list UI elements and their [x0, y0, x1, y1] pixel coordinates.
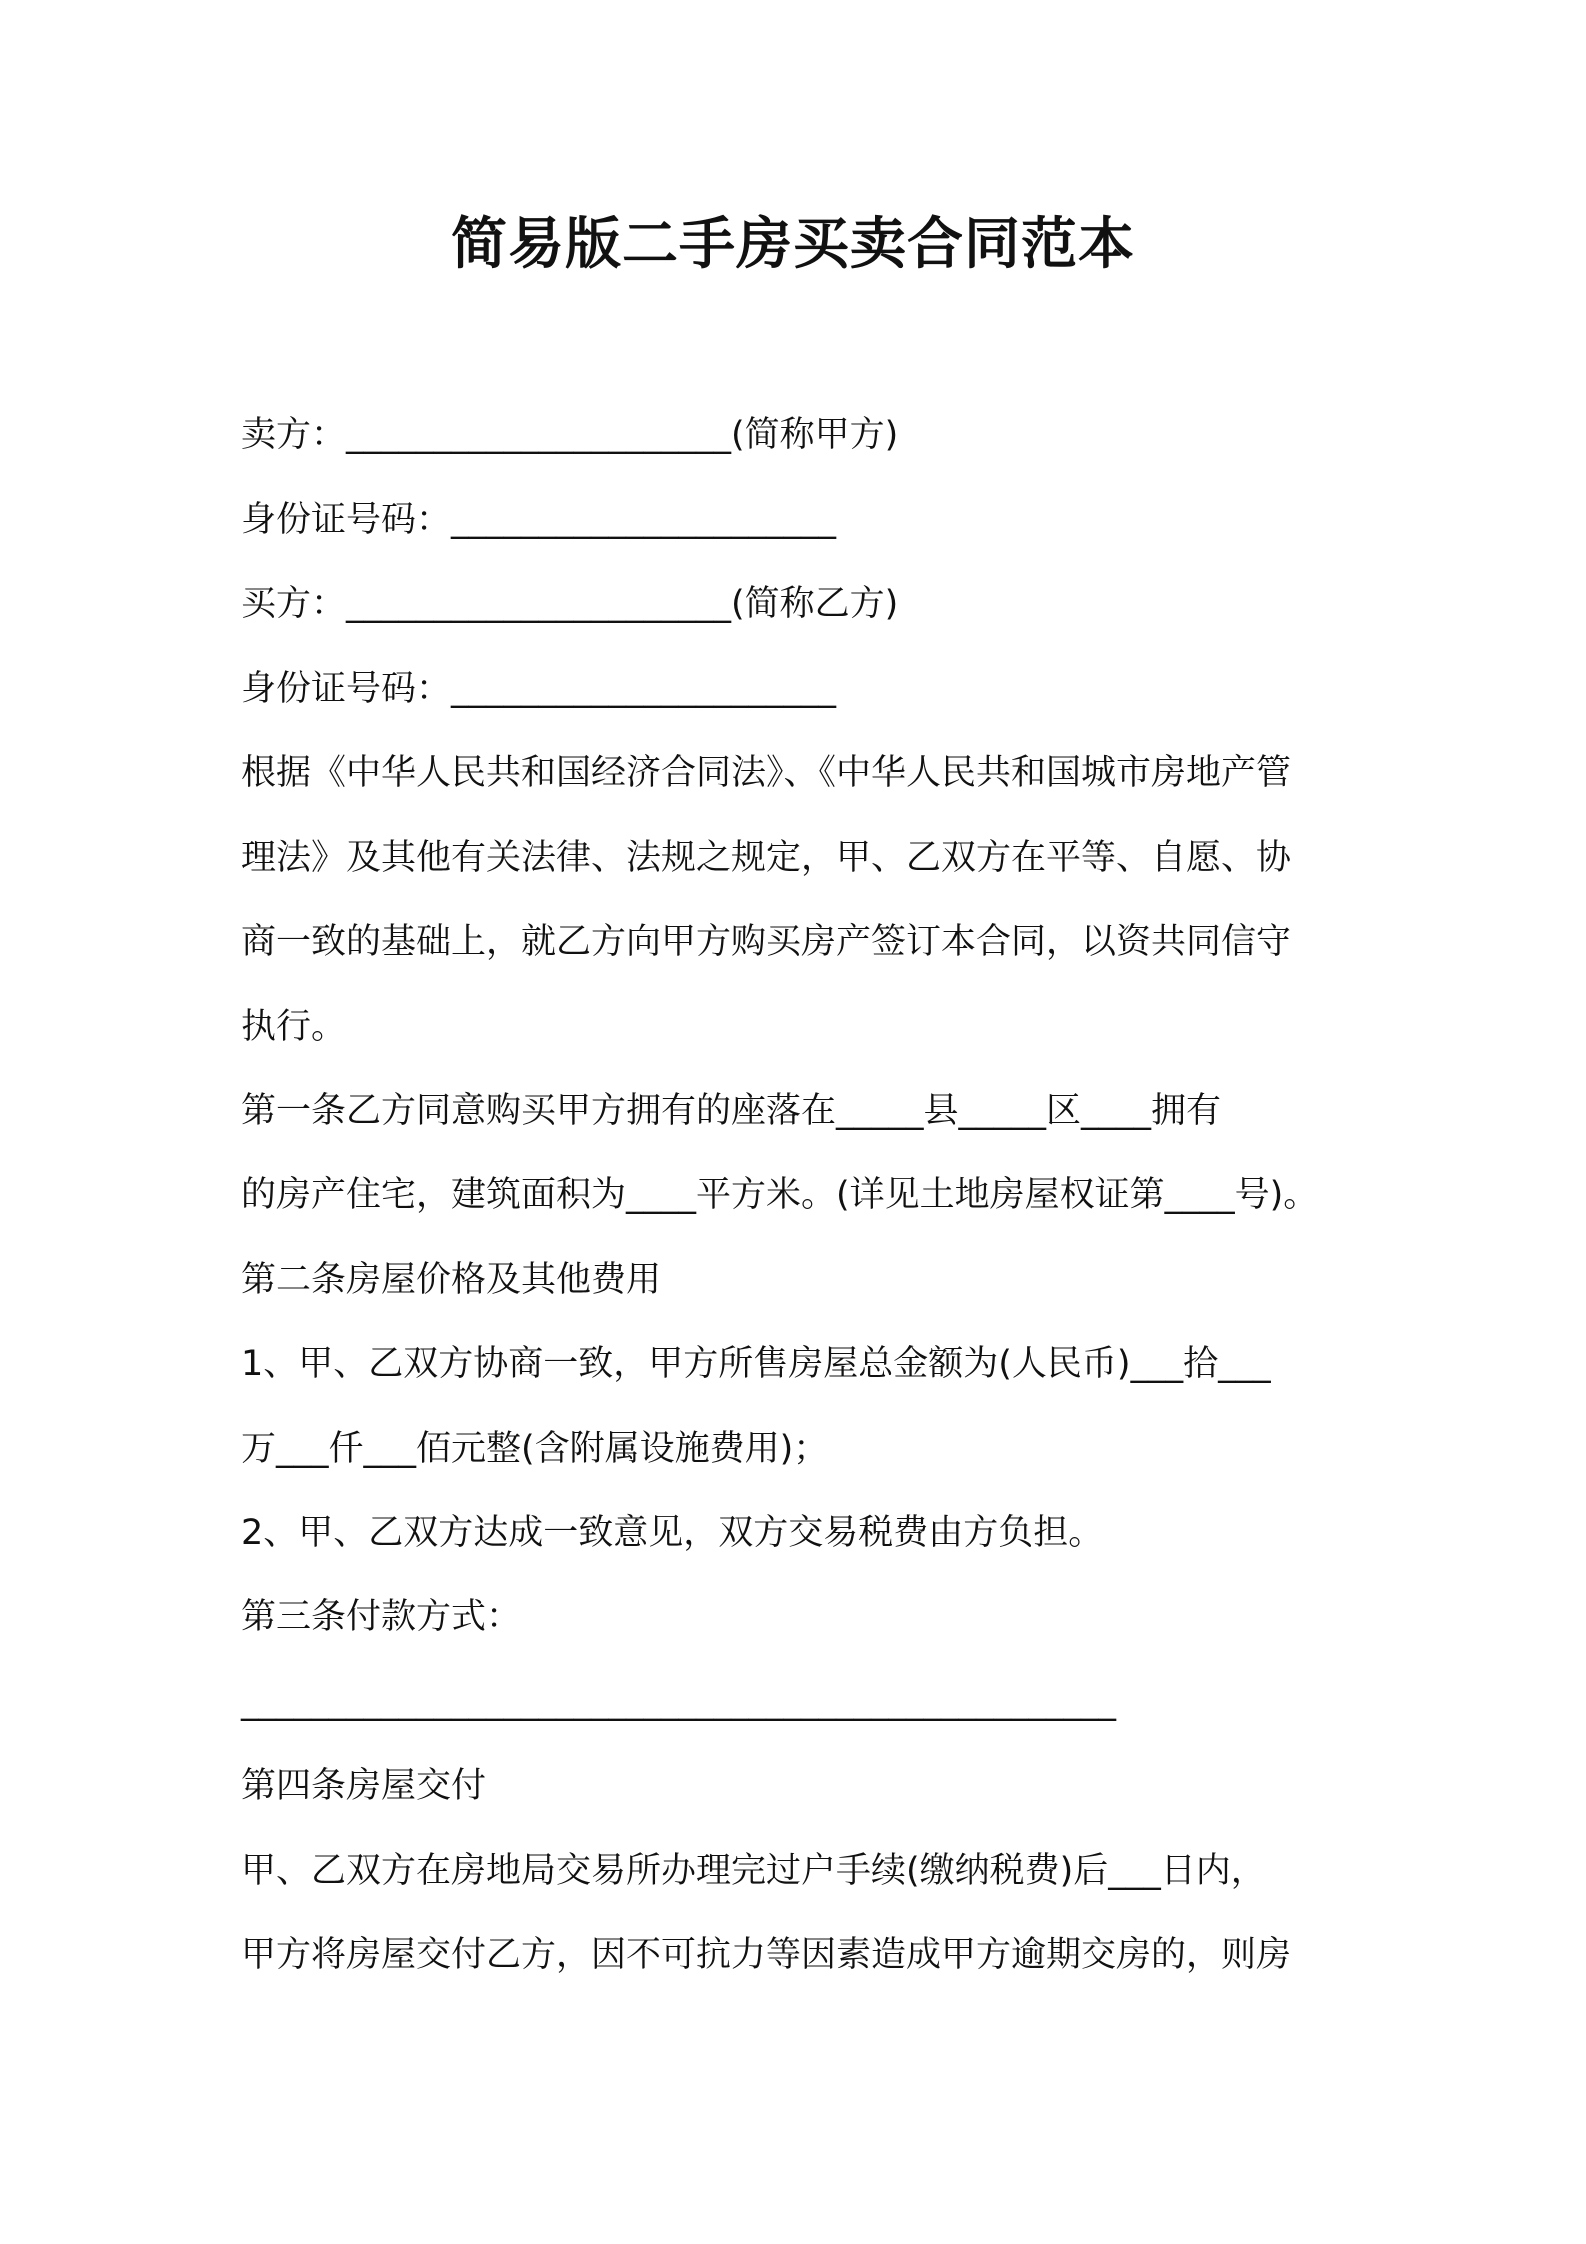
article-4-line-2: 甲方将房屋交付乙方，因不可抗力等因素造成甲方逾期交房的，则房	[241, 1935, 1292, 1975]
article-2-item-1-line-1: 1、甲、乙双方协商一致，甲方所售房屋总金额为(人民币)___拾___	[241, 1344, 1271, 1384]
preamble-line-2: 理法》及其他有关法律、法规之规定，甲、乙双方在平等、自愿、协	[241, 838, 1292, 878]
document-title: 简易版二手房买卖合同范本	[451, 212, 1135, 277]
seller-line: 卖方：______________________(简称甲方)	[241, 415, 899, 455]
article-1-line-2: 的房产住宅，建筑面积为____平方米。(详见土地房屋权证第____号)。	[241, 1175, 1319, 1215]
article-1-line-1: 第一条乙方同意购买甲方拥有的座落在_____县_____区____拥有	[241, 1091, 1222, 1131]
article-4-heading: 第四条房屋交付	[241, 1766, 487, 1806]
seller-id-line: 身份证号码：______________________	[241, 500, 837, 540]
preamble-line-4: 执行。	[241, 1007, 347, 1047]
buyer-id-line: 身份证号码：______________________	[241, 669, 837, 709]
preamble-line-1: 根据《中华人民共和国经济合同法》、《中华人民共和国城市房地产管	[241, 753, 1292, 793]
buyer-line: 买方：______________________(简称乙方)	[241, 584, 899, 624]
article-3-heading: 第三条付款方式：	[241, 1597, 522, 1637]
article-4-line-1: 甲、乙双方在房地局交易所办理完过户手续(缴纳税费)后___日内，	[241, 1851, 1266, 1891]
preamble-line-3: 商一致的基础上，就乙方向甲方购买房产签订本合同，以资共同信守	[241, 922, 1292, 962]
article-2-item-2: 2、甲、乙双方达成一致意见，双方交易税费由方负担。	[241, 1513, 1104, 1553]
article-3-blank-line: __________________________________________________	[241, 1682, 1116, 1722]
article-2-heading: 第二条房屋价格及其他费用	[241, 1260, 662, 1300]
article-2-item-1-line-2: 万___仟___佰元整(含附属设施费用)；	[241, 1429, 829, 1469]
